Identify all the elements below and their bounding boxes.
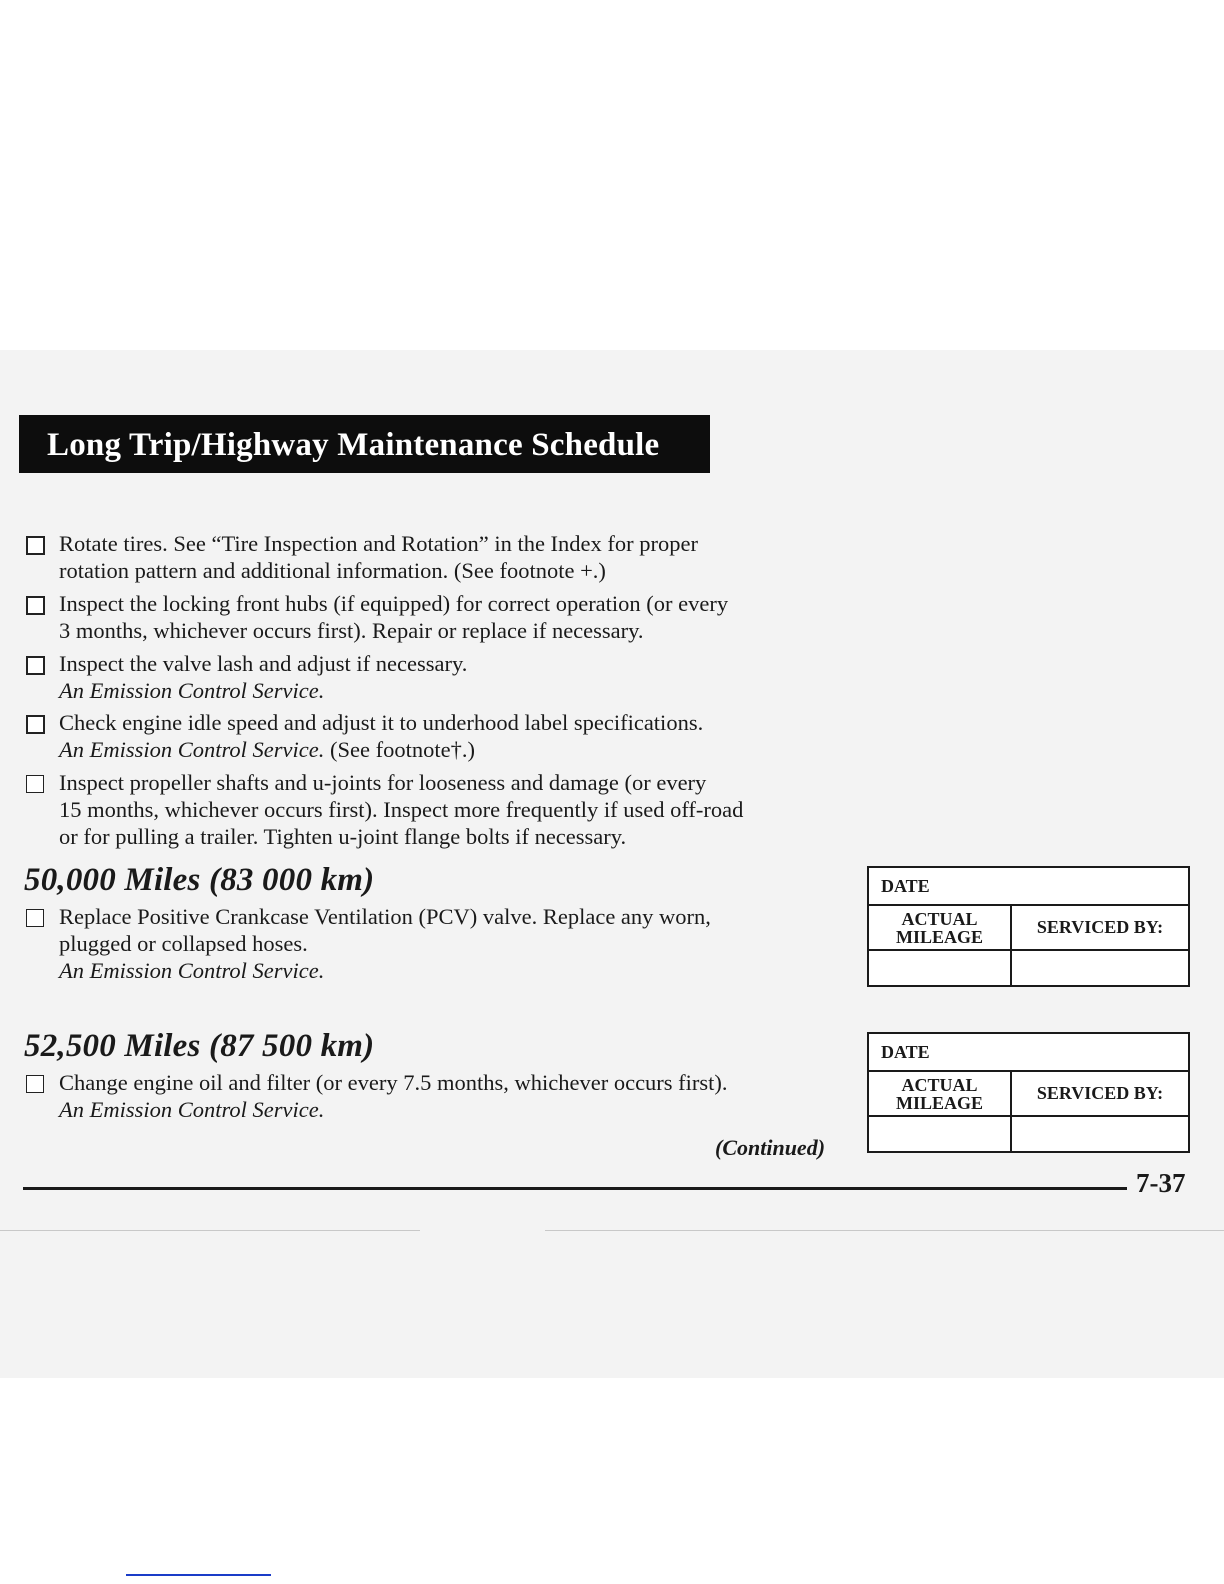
item-text: Check engine idle speed and adjust it to underhood label specifications. xyxy=(59,710,704,735)
checkbox[interactable] xyxy=(26,656,45,675)
section-heading-50000: 50,000 Miles (83 000 km) xyxy=(24,862,375,898)
checklist-item xyxy=(24,769,824,850)
scan-divider xyxy=(545,1230,1224,1231)
checklist-item xyxy=(24,903,824,984)
page-title: Long Trip/Highway Maintenance Schedule xyxy=(19,415,710,473)
scan-divider xyxy=(0,1230,420,1231)
emission-note: An Emission Control Service. xyxy=(59,1097,325,1122)
item-text: Rotate tires. See “Tire Inspection and Rotation” in the Index for proper xyxy=(59,531,698,556)
serviced-by-label: SERVICED BY: xyxy=(1011,1071,1189,1116)
item-text: rotation pattern and additional information. (See footnote +.) xyxy=(59,558,606,583)
checkbox[interactable] xyxy=(26,715,45,734)
item-text: 15 months, whichever occurs first). Inspect more frequently if used off-road xyxy=(59,797,744,822)
item-text: Change engine oil and filter (or every 7.5 months, whichever occurs first). xyxy=(59,1070,728,1095)
item-text: 3 months, whichever occurs first). Repair or replace if necessary. xyxy=(59,618,644,643)
mileage-label-line: MILEAGE xyxy=(895,1092,983,1113)
checkbox[interactable] xyxy=(26,536,45,555)
checkbox[interactable] xyxy=(26,775,44,793)
footnote-reference: (See footnote†.) xyxy=(324,737,475,762)
section-heading-52500: 52,500 Miles (87 500 km) xyxy=(24,1028,375,1064)
date-field[interactable]: DATE xyxy=(868,1033,1189,1071)
checkbox[interactable] xyxy=(26,596,45,615)
service-record-table xyxy=(867,866,1190,987)
actual-mileage-label xyxy=(868,905,1011,950)
serviced-by-entry[interactable] xyxy=(1011,1116,1189,1152)
footer-rule xyxy=(23,1187,1127,1190)
checkbox[interactable] xyxy=(26,909,44,927)
service-record-table xyxy=(867,1032,1190,1153)
emission-note: An Emission Control Service. xyxy=(59,958,325,983)
link-underline xyxy=(126,1574,271,1576)
checklist-item xyxy=(24,590,824,644)
mileage-label-line: ACTUAL xyxy=(901,1074,978,1095)
item-text: Replace Positive Crankcase Ventilation (PCV) valve. Replace any worn, xyxy=(59,904,711,929)
item-text: Inspect the locking front hubs (if equipped) for correct operation (or every xyxy=(59,591,729,616)
emission-note: An Emission Control Service. xyxy=(59,678,325,703)
item-text: Inspect the valve lash and adjust if necessary. xyxy=(59,651,468,676)
mileage-label-line: ACTUAL xyxy=(901,908,978,929)
checklist-item xyxy=(24,1069,824,1123)
mileage-label-line: MILEAGE xyxy=(895,926,983,947)
actual-mileage-label xyxy=(868,1071,1011,1116)
serviced-by-label: SERVICED BY: xyxy=(1011,905,1189,950)
item-text: plugged or collapsed hoses. xyxy=(59,931,308,956)
checkbox[interactable] xyxy=(26,1075,44,1093)
mileage-entry[interactable] xyxy=(868,1116,1011,1152)
item-text: or for pulling a trailer. Tighten u-joint flange bolts if necessary. xyxy=(59,824,627,849)
checklist-item xyxy=(24,709,824,763)
continued-note: (Continued) xyxy=(715,1135,826,1160)
mileage-entry[interactable] xyxy=(868,950,1011,986)
page-number: 7-37 xyxy=(1136,1168,1186,1198)
date-field[interactable]: DATE xyxy=(868,867,1189,905)
emission-note: An Emission Control Service. xyxy=(59,737,325,762)
item-text: Inspect propeller shafts and u-joints for looseness and damage (or every xyxy=(59,770,707,795)
checklist-item xyxy=(24,650,824,704)
serviced-by-entry[interactable] xyxy=(1011,950,1189,986)
checklist-item xyxy=(24,530,824,584)
